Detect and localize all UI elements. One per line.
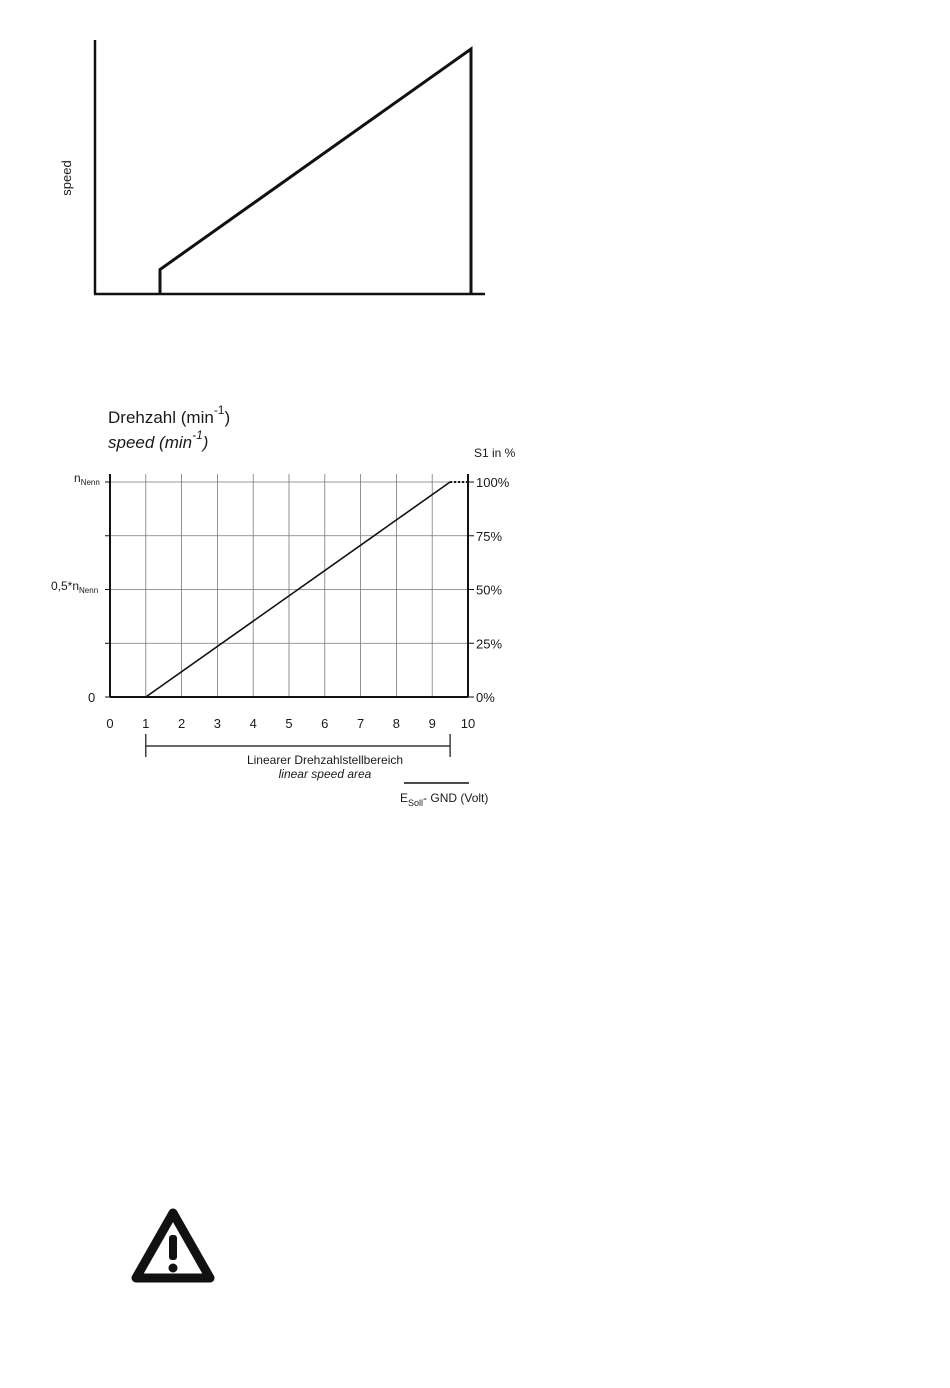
x-tick-label: 8 bbox=[392, 716, 401, 731]
chart2-y2-title: S1 in % bbox=[474, 446, 516, 460]
x-tick-label: 2 bbox=[177, 716, 186, 731]
x-tick-label: 1 bbox=[142, 716, 150, 731]
chart2-x-tick-labels bbox=[106, 716, 475, 731]
chart2-ytick-left-zero: 0 bbox=[88, 690, 96, 705]
x-tick-label: 7 bbox=[356, 716, 365, 731]
chart2-right-tick-labels bbox=[476, 475, 510, 705]
chart2-ytick-left-half: $0,5*n_{Nenn}$ bbox=[51, 579, 99, 595]
chart2-xlabel: $E_{Soll}-$ GND (Volt) bbox=[400, 791, 489, 808]
right-tick-label: 25% bbox=[476, 636, 503, 652]
x-tick-label: 3 bbox=[213, 716, 222, 731]
x-tick-label: 6 bbox=[321, 716, 329, 731]
chart2-range-label-en: linear speed area bbox=[278, 767, 372, 781]
speed-ramp-chart bbox=[59, 40, 485, 294]
chart2-title-de: Drehzahl $(\min^{-1})$ bbox=[108, 403, 231, 427]
drehzahl-chart bbox=[51, 403, 516, 808]
chart2-title-en: speed $(\min^{-1})$ bbox=[108, 428, 209, 452]
right-tick-label: 0% bbox=[476, 690, 495, 705]
x-tick-label: 10 bbox=[460, 716, 476, 731]
chart1-series-line bbox=[160, 49, 471, 294]
right-tick-label: 75% bbox=[476, 528, 503, 544]
chart2-range-label-de: Linearer Drehzahlstellbereich bbox=[246, 753, 404, 767]
warning-triangle-icon bbox=[136, 1213, 210, 1278]
right-tick-label: 50% bbox=[476, 582, 503, 598]
right-tick-label: 100% bbox=[476, 475, 510, 490]
x-tick-label: 0 bbox=[106, 716, 114, 731]
chart1-ylabel: speed bbox=[59, 160, 74, 196]
x-tick-label: 9 bbox=[428, 716, 436, 731]
chart2-grid bbox=[105, 474, 474, 697]
chart2-ytick-left-full: $n_{Nenn}$ bbox=[74, 471, 100, 487]
x-tick-label: 4 bbox=[249, 716, 257, 731]
x-tick-label: 5 bbox=[285, 716, 293, 731]
